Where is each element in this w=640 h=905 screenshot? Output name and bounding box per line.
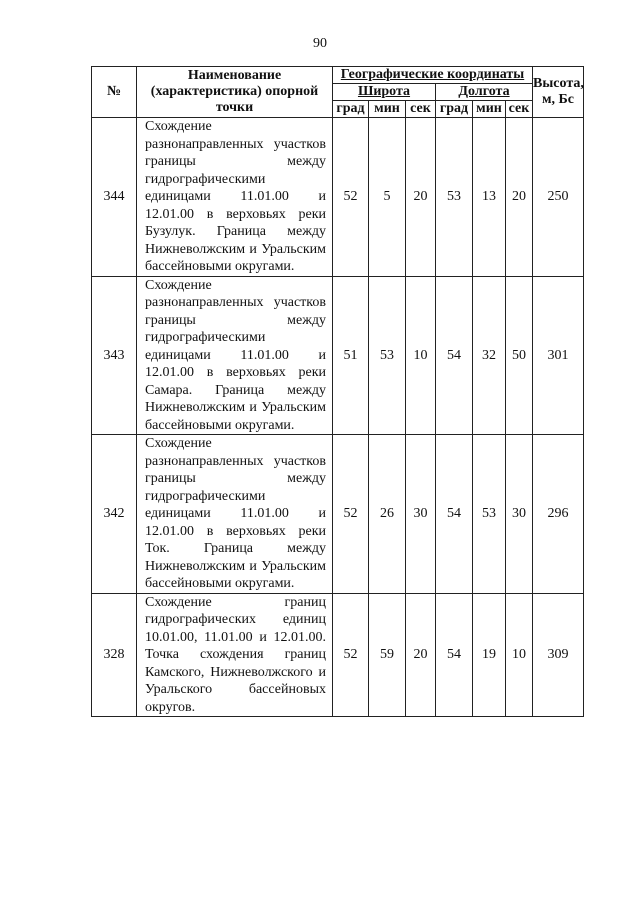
lon-deg: 53	[436, 118, 473, 277]
row-number: 343	[92, 276, 137, 435]
lon-min: 19	[473, 593, 506, 717]
lat-sec: 20	[406, 593, 436, 717]
row-description: Схождение границ гидрографических единиц 10.01.00, 11.01.00 и 12.01.00. Точка схождения границ Камского, Нижневолжского и Уральского бассейновых округов.	[137, 593, 333, 717]
table-row	[92, 593, 584, 717]
lat-sec: 10	[406, 276, 436, 435]
height-value: 296	[533, 435, 584, 594]
row-description: Схождение разнонаправленных участков границы между гидрографическими единицами 11.01.00 и 12.01.00 в верховьях реки Самара. Граница между Нижневолжским и Уральским бассейновыми округами.	[137, 276, 333, 435]
row-number: 328	[92, 593, 137, 717]
header-latitude: Широта	[333, 84, 436, 101]
height-value: 301	[533, 276, 584, 435]
lat-deg: 52	[333, 435, 369, 594]
table-row	[92, 435, 584, 594]
lat-deg: 52	[333, 118, 369, 277]
row-description: Схождение разнонаправленных участков границы между гидрографическими единицами 11.01.00 и 12.01.00 в верховьях реки Бузулук. Граница между Нижневолжским и Уральским бассейновыми округами.	[137, 118, 333, 277]
lat-min: 5	[369, 118, 406, 277]
header-lat-min: мин	[369, 101, 406, 118]
lon-deg: 54	[436, 435, 473, 594]
lat-deg: 51	[333, 276, 369, 435]
header-lat-deg: град	[333, 101, 369, 118]
lat-sec: 30	[406, 435, 436, 594]
header-lon-min: мин	[473, 101, 506, 118]
lon-min: 32	[473, 276, 506, 435]
lat-deg: 52	[333, 593, 369, 717]
table-row	[92, 276, 584, 435]
lon-min: 53	[473, 435, 506, 594]
lat-min: 26	[369, 435, 406, 594]
header-lat-sec: сек	[406, 101, 436, 118]
lat-sec: 20	[406, 118, 436, 277]
header-coordinates: Географические координаты	[333, 67, 533, 84]
header-number: №	[92, 67, 137, 118]
lat-min: 53	[369, 276, 406, 435]
header-name: Наименование (характеристика) опорной точки	[137, 67, 333, 118]
table-row	[92, 118, 584, 277]
header-lon-sec: сек	[506, 101, 533, 118]
row-description: Схождение разнонаправленных участков границы между гидрографическими единицами 11.01.00 и 12.01.00 в верховьях реки Ток. Граница между Нижневолжским и Уральским бассейновыми округами.	[137, 435, 333, 594]
header-height: Высота, м, Бс	[533, 67, 584, 118]
lon-min: 13	[473, 118, 506, 277]
row-number: 344	[92, 118, 137, 277]
height-value: 309	[533, 593, 584, 717]
lon-sec: 20	[506, 118, 533, 277]
lon-sec: 30	[506, 435, 533, 594]
lon-deg: 54	[436, 593, 473, 717]
coordinates-table	[91, 66, 584, 717]
lon-sec: 10	[506, 593, 533, 717]
lon-sec: 50	[506, 276, 533, 435]
lat-min: 59	[369, 593, 406, 717]
row-number: 342	[92, 435, 137, 594]
lon-deg: 54	[436, 276, 473, 435]
header-longitude: Долгота	[436, 84, 533, 101]
header-lon-deg: град	[436, 101, 473, 118]
height-value: 250	[533, 118, 584, 277]
page-number: 90	[313, 36, 327, 51]
